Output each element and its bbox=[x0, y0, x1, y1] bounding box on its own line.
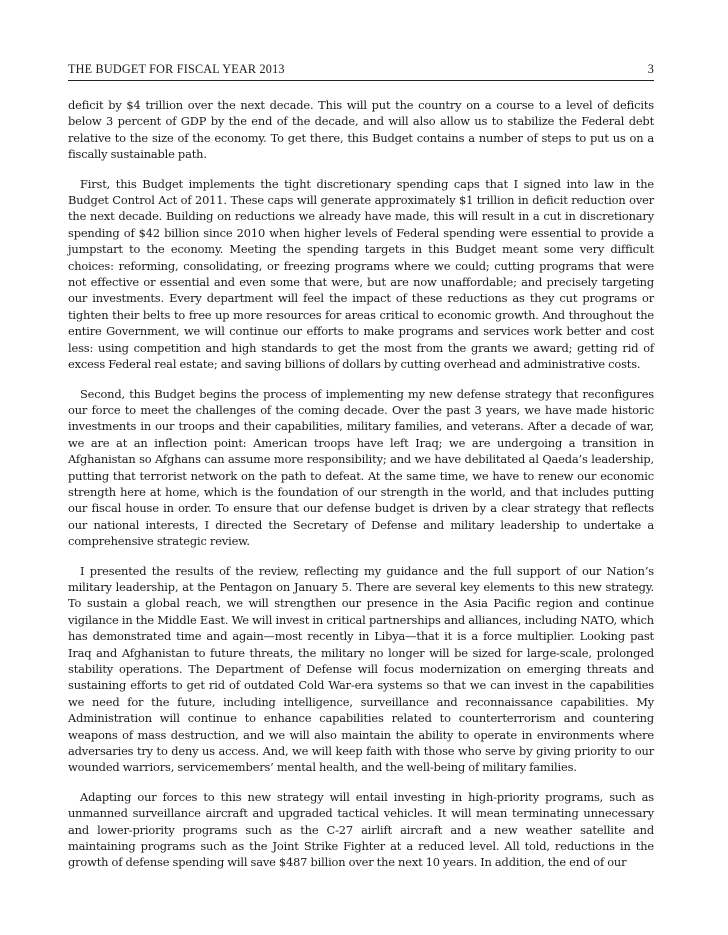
paragraph-3: Second, this Budget begins the process of implementing my new defense strategy that reconfigures our force to meet the challenges of the coming decade. Over the past 3 years, we have made historic investments in our troops and their capabilities, military families, and veterans. After a decade of war, we are at an inflection point: American troops have left Iraq; we are undergoing a transition in Afghanistan so Afghans can assume more responsibility; and we have debilitated al Qaeda’s leadership, putting that terrorist network on the path to defeat. At the same time, we have to renew our economic strength here at home, which is the foundation of our strength in the world, and that includes putting our fiscal house in order. To ensure that our defense budget is driven by a clear strategy that reflects our national interests, I directed the Secretary of Defense and military leadership to undertake a comprehensive strategic review. bbox=[68, 386, 654, 549]
running-header bbox=[68, 60, 654, 81]
paragraph-5: Adapting our forces to this new strategy will entail investing in high-priority programs, such as unmanned surveillance aircraft and upgraded tactical vehicles. It will mean terminating unnecessary and lower-priority programs such as the C-27 airlift aircraft and a new weather satellite and maintaining programs such as the Joint Strike Fighter at a reduced level. All told, reductions in the growth of defense spending will save $487 billion over the next 10 years. In addition, the end of our bbox=[68, 789, 654, 870]
page-number: 3 bbox=[647, 62, 654, 76]
paragraph-2: First, this Budget implements the tight discretionary spending caps that I signed into law in the Budget Control Act of 2011. These caps will generate approximately $1 trillion in deficit reduction over the next decade. Building on reductions we already have made, this will result in a cut in discretionary spending of $42 billion since 2010 when higher levels of Federal spending were essential to provide a jumpstart to the economy. Meeting the spending targets in this Budget meant some very difficult choices: reforming, consolidating, or freezing programs where we could; cutting programs that were not effective or essential and even some that were, but are now unaffordable; and precisely targeting our investments. Every department will feel the impact of these reductions as they cut programs or tighten their belts to free up more resources for areas critical to economic growth. And throughout the entire Government, we will continue our efforts to make programs and services work better and cost less: using competition and high standards to get the most from the grants we award; getting rid of excess Federal real estate; and saving billions of dollars by cutting overhead and administrative costs. bbox=[68, 176, 654, 372]
paragraph-4: I presented the results of the review, reflecting my guidance and the full support of our Nation’s military leadership, at the Pentagon on January 5. There are several key elements to this new strategy. To sustain a global reach, we will strengthen our presence in the Asia Pacific region and continue vigilance in the Middle East. We will invest in critical partnerships and alliances, including NATO, which has demonstrated time and again—most recently in Libya—that it is a force multiplier. Looking past Iraq and Afghanistan to future threats, the military no longer will be sized for large-scale, prolonged stability operations. The Department of Defense will focus modernization on emerging threats and sustaining efforts to get rid of outdated Cold War-era systems so that we can invest in the capabilities we need for the future, including intelligence, surveillance and reconnaissance capabilities. My Administration will continue to enhance capabilities related to counterterrorism and countering weapons of mass destruction, and we will also maintain the ability to operate in environments where adversaries try to deny us access. And, we will keep faith with those who serve by giving priority to our wounded warriors, servicemembers’ mental health, and the well-being of military families. bbox=[68, 563, 654, 775]
body-text bbox=[68, 97, 654, 884]
document-page bbox=[68, 0, 654, 935]
header-title: THE BUDGET FOR FISCAL YEAR 2013 bbox=[68, 62, 285, 76]
paragraph-1: deficit by $4 trillion over the next decade. This will put the country on a course to a level of deficits below 3 percent of GDP by the end of the decade, and will also allow us to stabilize the Federal debt relative to the size of the economy. To get there, this Budget contains a number of steps to put us on a fiscally sustainable path. bbox=[68, 98, 654, 162]
